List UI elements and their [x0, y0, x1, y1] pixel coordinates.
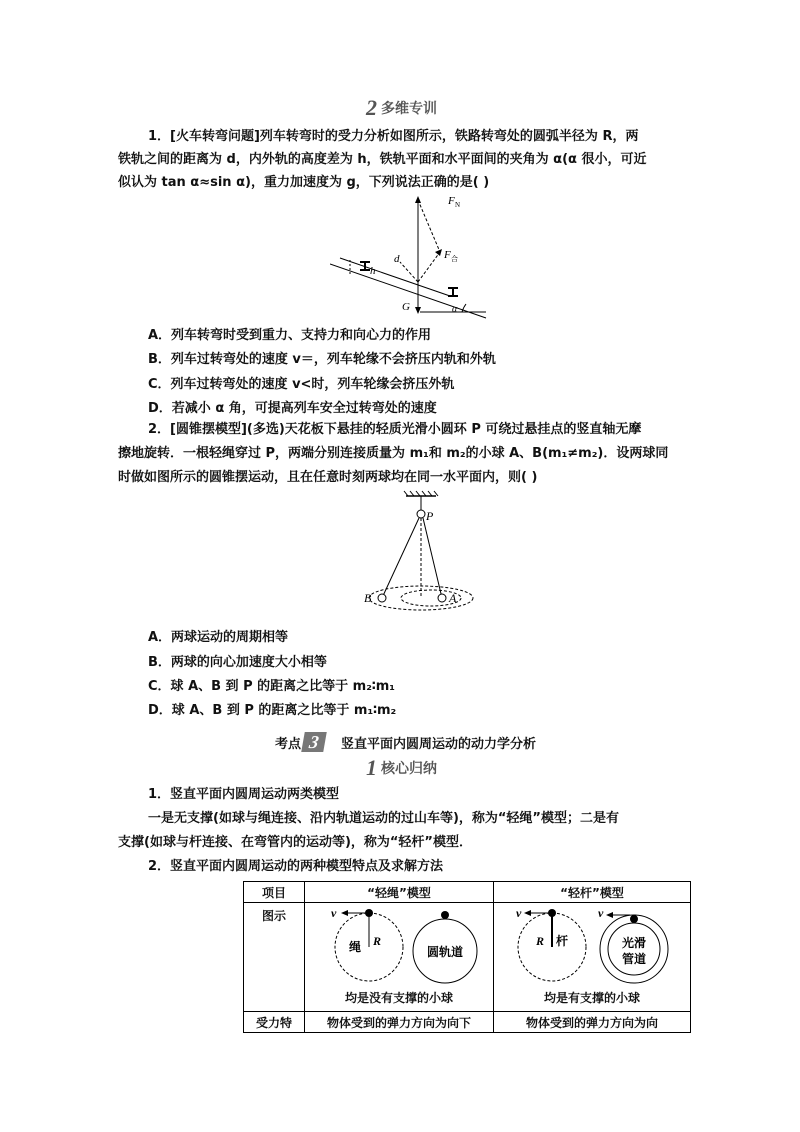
rod-model-cell	[494, 903, 691, 1012]
b-label: B	[364, 591, 372, 605]
rope-r-label: R	[373, 934, 382, 948]
rod-caption: 均是有支撑的小球	[543, 991, 640, 1005]
q1-option-b: B．列车过转弯处的速度 v＝，列车轮缘不会挤压内轨和外轨	[148, 352, 496, 367]
kaodian-badge	[301, 732, 327, 752]
q2-option-c: C．球 A、B 到 P 的距离之比等于 m₂∶m₁	[148, 679, 395, 694]
g-label: G	[402, 301, 410, 313]
q1-option-c: C．列车过转弯处的速度 v<时，列车轮缘会挤压外轨	[148, 377, 455, 392]
section-number: 2	[366, 95, 377, 120]
kaodian-prefix: 考点	[275, 736, 302, 752]
conical-pendulum-figure	[356, 490, 476, 614]
alpha-label: α	[452, 304, 458, 315]
rope-model-figure	[305, 903, 493, 989]
kaodian-number: 3	[307, 732, 321, 752]
q2-option-b: B．两球的向心加速度大小相等	[148, 655, 327, 670]
p1-line-1: 一是无支撑(如球与绳连接、沿内轨道运动的过山车等)，称为“轻绳”模型；二是有	[148, 811, 619, 826]
rod-force-cell: 物体受到的弹力方向为向	[494, 1012, 691, 1033]
p-label: P	[426, 509, 434, 523]
q1-line-3: 似认为 tan α≈sin α)，重力加速度为 g，下列说法正确的是( )	[118, 175, 490, 190]
p1-line-2: 支撑(如球与杆连接、在弯管内的运动等)，称为“轻杆”模型．	[118, 835, 472, 850]
kaodian-title: 竖直平面内圆周运动的动力学分析	[341, 736, 537, 752]
q1-option-a: A．列车转弯时受到重力、支持力和向心力的作用	[148, 328, 432, 343]
p2-heading: 2．竖直平面内圆周运动的两种模型特点及求解方法	[148, 859, 444, 874]
force-row-label: 受力特	[244, 1012, 305, 1033]
header-rope-model: “轻绳”模型	[305, 882, 494, 903]
train-turn-figure	[330, 192, 490, 322]
section-banner-2	[366, 96, 437, 120]
section-banner-1	[366, 756, 437, 780]
model-comparison-table	[243, 881, 691, 1033]
rope-label: 绳	[349, 940, 362, 954]
q1-line-1: 1．[火车转弯问题]列车转弯时的受力分析如图所示，铁路转弯处的圆弧半径为 R，两	[148, 129, 639, 144]
a-label: A	[449, 591, 457, 605]
header-item: 项目	[244, 882, 305, 903]
rope-force-cell: 物体受到的弹力方向为向下	[305, 1012, 494, 1033]
q2-line-1: 2．[圆锥摆模型](多选)天花板下悬挂的轻质光滑小圆环 P 可绕过悬挂点的竖直轴无摩	[148, 422, 642, 437]
p1-heading: 1．竖直平面内圆周运动两类模型	[148, 787, 340, 802]
fhe-sub: 合	[451, 255, 458, 263]
q2-option-d: D．球 A、B 到 P 的距离之比等于 m₁∶m₂	[148, 703, 397, 718]
rod-v-label: v	[516, 906, 522, 920]
track-label: 圆轨道	[426, 945, 464, 959]
rod-model-figure	[494, 903, 690, 989]
tube-label-2: 管道	[621, 952, 647, 966]
tube-v-label: v	[598, 906, 604, 920]
header-rod-model: “轻杆”模型	[494, 882, 691, 903]
kaodian-heading	[275, 732, 536, 752]
tube-label-1: 光滑	[621, 936, 647, 950]
h-label: h	[370, 265, 376, 277]
q2-line-3: 时做如图所示的圆锥摆运动，且在任意时刻两球均在同一水平面内，则( )	[118, 470, 538, 485]
section-number: 1	[366, 755, 377, 780]
rope-v-label: v	[331, 906, 337, 920]
d-label: d	[394, 253, 400, 265]
fn-label: F	[448, 195, 455, 207]
q1-option-d: D．若减小 α 角，可提高列车安全过转弯处的速度	[148, 401, 437, 416]
table-force-row	[244, 1012, 691, 1033]
rod-r-label: R	[536, 934, 545, 948]
rope-caption: 均是没有支撑的小球	[344, 991, 453, 1005]
section-title: 核心归纳	[381, 761, 437, 777]
rod-label: 杆	[556, 934, 569, 948]
table-figure-row	[244, 903, 691, 1012]
section-title: 多维专训	[381, 101, 437, 117]
q2-option-a: A．两球运动的周期相等	[148, 630, 289, 645]
table-header-row	[244, 882, 691, 903]
fhe-label: F	[444, 249, 451, 261]
rope-model-cell	[305, 903, 494, 1012]
q1-line-2: 铁轨之间的距离为 d，内外轨的高度差为 h，铁轨平面和水平面间的夹角为 α(α 很小，可近	[118, 152, 647, 167]
fn-sub: N	[455, 201, 461, 209]
q2-line-2: 擦地旋转．一根轻绳穿过 P，两端分别连接质量为 m₁和 m₂的小球 A、B(m₁≠m₂)．设两球同	[118, 446, 669, 461]
figure-row-label: 图示	[244, 903, 305, 1012]
